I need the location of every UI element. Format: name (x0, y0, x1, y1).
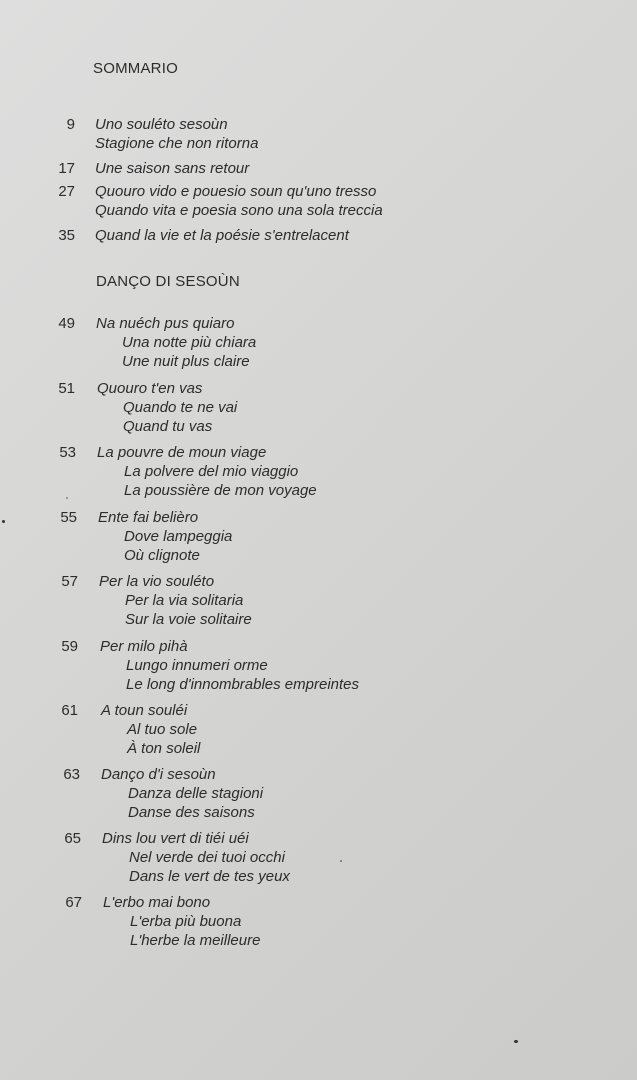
paper-speck (340, 860, 342, 862)
page-number: 17 (58, 160, 75, 177)
page-number: 51 (58, 380, 75, 397)
entry-title: A toun souléi (101, 702, 188, 719)
entry-translation: Una notte più chiara (122, 334, 257, 351)
entry-title: Uno souléto sesoùn (95, 116, 228, 133)
entry-translation: Stagione che non ritorna (95, 135, 259, 152)
paper-speck (66, 497, 68, 499)
entry-translation: Per la via solitaria (125, 592, 244, 609)
entry-translation: L'herbe la meilleure (130, 932, 261, 949)
entry-translation: La polvere del mio viaggio (124, 463, 299, 480)
entry-title: Ente fai belièro (98, 509, 199, 526)
entry-translation: Danza delle stagioni (128, 785, 264, 802)
entry-translation: L'erba più buona (130, 913, 242, 930)
entry-translation: Quando vita e poesia sono una sola treccia (95, 202, 383, 219)
entry-title: Dins lou vert di tiéi uéi (102, 830, 249, 847)
entry-translation: Le long d'innombrables empreintes (126, 676, 360, 693)
entry-translation: Lungo innumeri orme (126, 657, 268, 674)
entry-translation: Nel verde dei tuoi occhi (129, 849, 285, 866)
page-number: 27 (58, 183, 75, 200)
page-number: 55 (60, 509, 77, 526)
entry-translation: Une nuit plus claire (122, 353, 250, 370)
entry-title: Danço d'i sesoùn (101, 766, 216, 783)
entry-translation: Quando te ne vai (123, 399, 238, 416)
paper-speck (514, 1040, 518, 1043)
page-number: 35 (58, 227, 75, 244)
entry-title: La pouvre de moun viage (97, 444, 267, 461)
entry-title: Une saison sans retour (95, 160, 250, 177)
entry-translation: Où clignote (124, 547, 200, 564)
entry-title: Quouro t'en vas (97, 380, 203, 397)
entry-title: Na nuéch pus quiaro (96, 315, 235, 332)
entry-translation: Al tuo sole (127, 721, 198, 738)
paper-speck (2, 520, 5, 523)
page-number: 9 (66, 116, 75, 133)
section-title-danco: DANÇO DI SESOÙN (96, 273, 240, 290)
page-number: 67 (65, 894, 82, 911)
page-number: 61 (61, 702, 78, 719)
entry-translation: Sur la voie solitaire (125, 611, 252, 628)
entry-translation: Danse des saisons (128, 804, 255, 821)
entry-translation: La poussière de mon voyage (124, 482, 317, 499)
page-number: 65 (64, 830, 81, 847)
entry-translation: Dans le vert de tes yeux (129, 868, 290, 885)
section-title-sommario: SOMMARIO (93, 60, 178, 77)
page-number: 53 (59, 444, 76, 461)
page-number: 59 (61, 638, 78, 655)
entry-title: Quouro vido e pouesio soun qu'uno tresso (95, 183, 377, 200)
entry-translation: À ton soleil (127, 740, 201, 757)
page-number: 57 (61, 573, 78, 590)
entry-title: Per la vio souléto (99, 573, 215, 590)
entry-title: Per milo pihà (100, 638, 188, 655)
entry-title: L'erbo mai bono (103, 894, 211, 911)
page-number: 49 (58, 315, 75, 332)
entry-translation: Dove lampeggia (124, 528, 233, 545)
entry-translation: Quand tu vas (123, 418, 213, 435)
entry-title: Quand la vie et la poésie s'entrelacent (95, 227, 349, 244)
page-number: 63 (63, 766, 80, 783)
